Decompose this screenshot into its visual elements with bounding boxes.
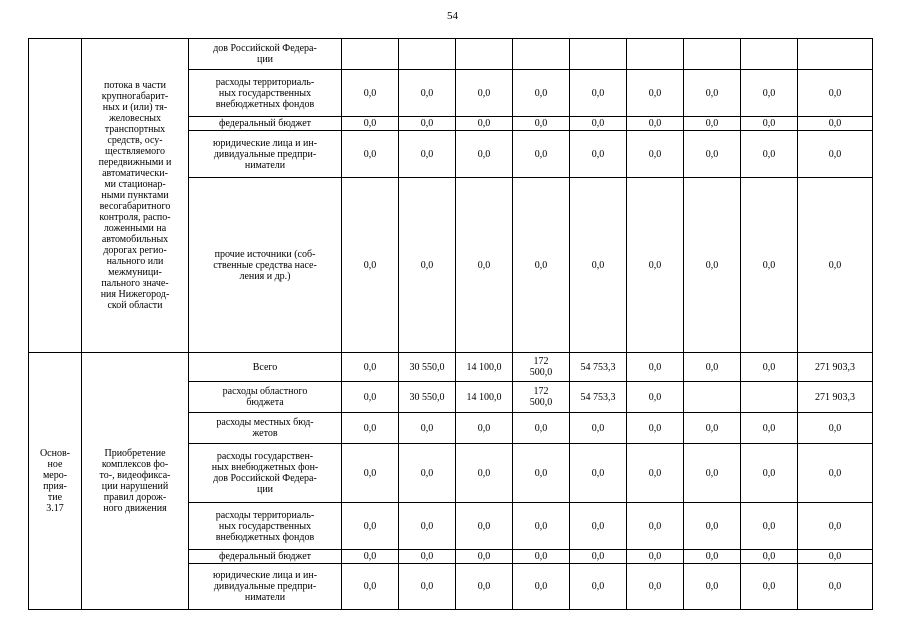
value-cell: 0,0: [684, 70, 741, 117]
value-cell: 0,0: [684, 353, 741, 382]
value-cell: 0,0: [741, 564, 798, 610]
value-cell: 0,0: [513, 117, 570, 131]
value-cell: 0,0: [513, 550, 570, 564]
value-cell: 0,0: [627, 503, 684, 550]
measure-name-cell: Приобретение комплексов фо- то-, видеофикса- ции нарушений правил дорож- ного движения: [82, 353, 189, 610]
value-cell: 0,0: [570, 131, 627, 178]
funding-source-cell: юридические лица и ин- дивидуальные предпри- ниматели: [189, 131, 342, 178]
funding-source-cell: расходы территориаль- ных государственных внебюджетных фондов: [189, 503, 342, 550]
value-cell: 14 100,0: [456, 382, 513, 413]
value-cell: 0,0: [741, 353, 798, 382]
value-cell: 0,0: [342, 444, 399, 503]
budget-table: [28, 38, 873, 610]
value-cell: [513, 39, 570, 70]
value-cell: 0,0: [399, 178, 456, 353]
value-cell: 0,0: [798, 70, 873, 117]
value-cell: 0,0: [627, 131, 684, 178]
value-cell: 0,0: [798, 444, 873, 503]
value-cell: [570, 39, 627, 70]
value-cell: 0,0: [741, 550, 798, 564]
measure-name-cell: потока в части крупногабарит- ных и (или) тя- желовесных транспортных средств, осу- ществляемого передвижными и автоматически- ми стационар- ными пунктами весогабаритного контроля, распо- ложенными на автомобильных дорогах регио- нального или межмуници- пального значе- ния Нижегород- ской области: [82, 39, 189, 353]
value-cell: 14 100,0: [456, 353, 513, 382]
value-cell: 54 753,3: [570, 353, 627, 382]
value-cell: 0,0: [513, 564, 570, 610]
value-cell: 0,0: [798, 550, 873, 564]
value-cell: 172 500,0: [513, 382, 570, 413]
value-cell: 0,0: [513, 178, 570, 353]
measure-code-cell: Основ- ное меро- прия- тие 3.17: [29, 353, 82, 610]
table-row: [29, 39, 873, 70]
value-cell: 0,0: [741, 413, 798, 444]
value-cell: 0,0: [513, 503, 570, 550]
value-cell: 0,0: [570, 564, 627, 610]
value-cell: 0,0: [399, 444, 456, 503]
value-cell: 0,0: [456, 550, 513, 564]
value-cell: 0,0: [342, 117, 399, 131]
value-cell: 0,0: [342, 178, 399, 353]
value-cell: 0,0: [570, 117, 627, 131]
value-cell: 30 550,0: [399, 353, 456, 382]
value-cell: 0,0: [684, 131, 741, 178]
value-cell: 0,0: [627, 117, 684, 131]
value-cell: 0,0: [399, 413, 456, 444]
funding-source-cell: расходы местных бюд- жетов: [189, 413, 342, 444]
value-cell: 0,0: [456, 503, 513, 550]
value-cell: 0,0: [627, 178, 684, 353]
value-cell: 0,0: [741, 178, 798, 353]
value-cell: 0,0: [684, 503, 741, 550]
value-cell: 54 753,3: [570, 382, 627, 413]
value-cell: 0,0: [456, 70, 513, 117]
value-cell: 0,0: [456, 178, 513, 353]
value-cell: 0,0: [342, 131, 399, 178]
value-cell: 0,0: [456, 444, 513, 503]
value-cell: 0,0: [456, 564, 513, 610]
value-cell: 172 500,0: [513, 353, 570, 382]
funding-source-cell: федеральный бюджет: [189, 550, 342, 564]
value-cell: 0,0: [342, 550, 399, 564]
value-cell: 0,0: [627, 564, 684, 610]
value-cell: 271 903,3: [798, 382, 873, 413]
value-cell: 0,0: [684, 117, 741, 131]
value-cell: 0,0: [399, 550, 456, 564]
value-cell: 0,0: [798, 564, 873, 610]
table-row: [29, 353, 873, 382]
value-cell: 0,0: [798, 117, 873, 131]
value-cell: 0,0: [342, 503, 399, 550]
value-cell: [456, 39, 513, 70]
value-cell: 0,0: [570, 503, 627, 550]
value-cell: 0,0: [627, 382, 684, 413]
value-cell: 0,0: [741, 444, 798, 503]
value-cell: 0,0: [456, 413, 513, 444]
funding-source-cell: Всего: [189, 353, 342, 382]
value-cell: 0,0: [342, 353, 399, 382]
page-number: 54: [447, 10, 458, 22]
funding-source-cell: прочие источники (соб- ственные средства насе- ления и др.): [189, 178, 342, 353]
value-cell: [798, 39, 873, 70]
value-cell: 0,0: [741, 70, 798, 117]
value-cell: 0,0: [741, 117, 798, 131]
value-cell: 0,0: [456, 117, 513, 131]
code-cell-empty: [29, 39, 82, 353]
funding-source-cell: юридические лица и ин- дивидуальные предпри- ниматели: [189, 564, 342, 610]
value-cell: 0,0: [741, 503, 798, 550]
value-cell: 0,0: [684, 178, 741, 353]
value-cell: 0,0: [513, 444, 570, 503]
value-cell: 0,0: [798, 178, 873, 353]
value-cell: 0,0: [399, 503, 456, 550]
value-cell: 0,0: [627, 444, 684, 503]
value-cell: 0,0: [513, 131, 570, 178]
value-cell: 0,0: [570, 178, 627, 353]
value-cell: 0,0: [342, 413, 399, 444]
value-cell: 0,0: [627, 353, 684, 382]
funding-source-cell: расходы областного бюджета: [189, 382, 342, 413]
value-cell: 0,0: [684, 444, 741, 503]
value-cell: 0,0: [513, 413, 570, 444]
value-cell: 0,0: [798, 503, 873, 550]
value-cell: [741, 39, 798, 70]
value-cell: 0,0: [570, 444, 627, 503]
value-cell: [399, 39, 456, 70]
value-cell: 0,0: [570, 413, 627, 444]
value-cell: 0,0: [684, 550, 741, 564]
value-cell: 0,0: [399, 131, 456, 178]
value-cell: 0,0: [399, 70, 456, 117]
value-cell: 0,0: [456, 131, 513, 178]
funding-source-cell: расходы государствен- ных внебюджетных фон- дов Российской Федера- ции: [189, 444, 342, 503]
value-cell: [741, 382, 798, 413]
value-cell: 0,0: [798, 413, 873, 444]
value-cell: 30 550,0: [399, 382, 456, 413]
value-cell: 0,0: [798, 131, 873, 178]
value-cell: 0,0: [342, 382, 399, 413]
value-cell: 0,0: [627, 550, 684, 564]
value-cell: 0,0: [513, 70, 570, 117]
value-cell: 0,0: [399, 564, 456, 610]
value-cell: [684, 382, 741, 413]
value-cell: 0,0: [627, 413, 684, 444]
value-cell: 0,0: [570, 550, 627, 564]
value-cell: 0,0: [342, 564, 399, 610]
value-cell: 0,0: [741, 131, 798, 178]
value-cell: [342, 39, 399, 70]
funding-source-cell: дов Российской Федера- ции: [189, 39, 342, 70]
value-cell: 0,0: [684, 564, 741, 610]
value-cell: 271 903,3: [798, 353, 873, 382]
funding-source-cell: федеральный бюджет: [189, 117, 342, 131]
value-cell: 0,0: [399, 117, 456, 131]
value-cell: 0,0: [684, 413, 741, 444]
value-cell: 0,0: [627, 70, 684, 117]
value-cell: 0,0: [342, 70, 399, 117]
value-cell: [627, 39, 684, 70]
value-cell: 0,0: [570, 70, 627, 117]
value-cell: [684, 39, 741, 70]
funding-source-cell: расходы территориаль- ных государственных внебюджетных фондов: [189, 70, 342, 117]
